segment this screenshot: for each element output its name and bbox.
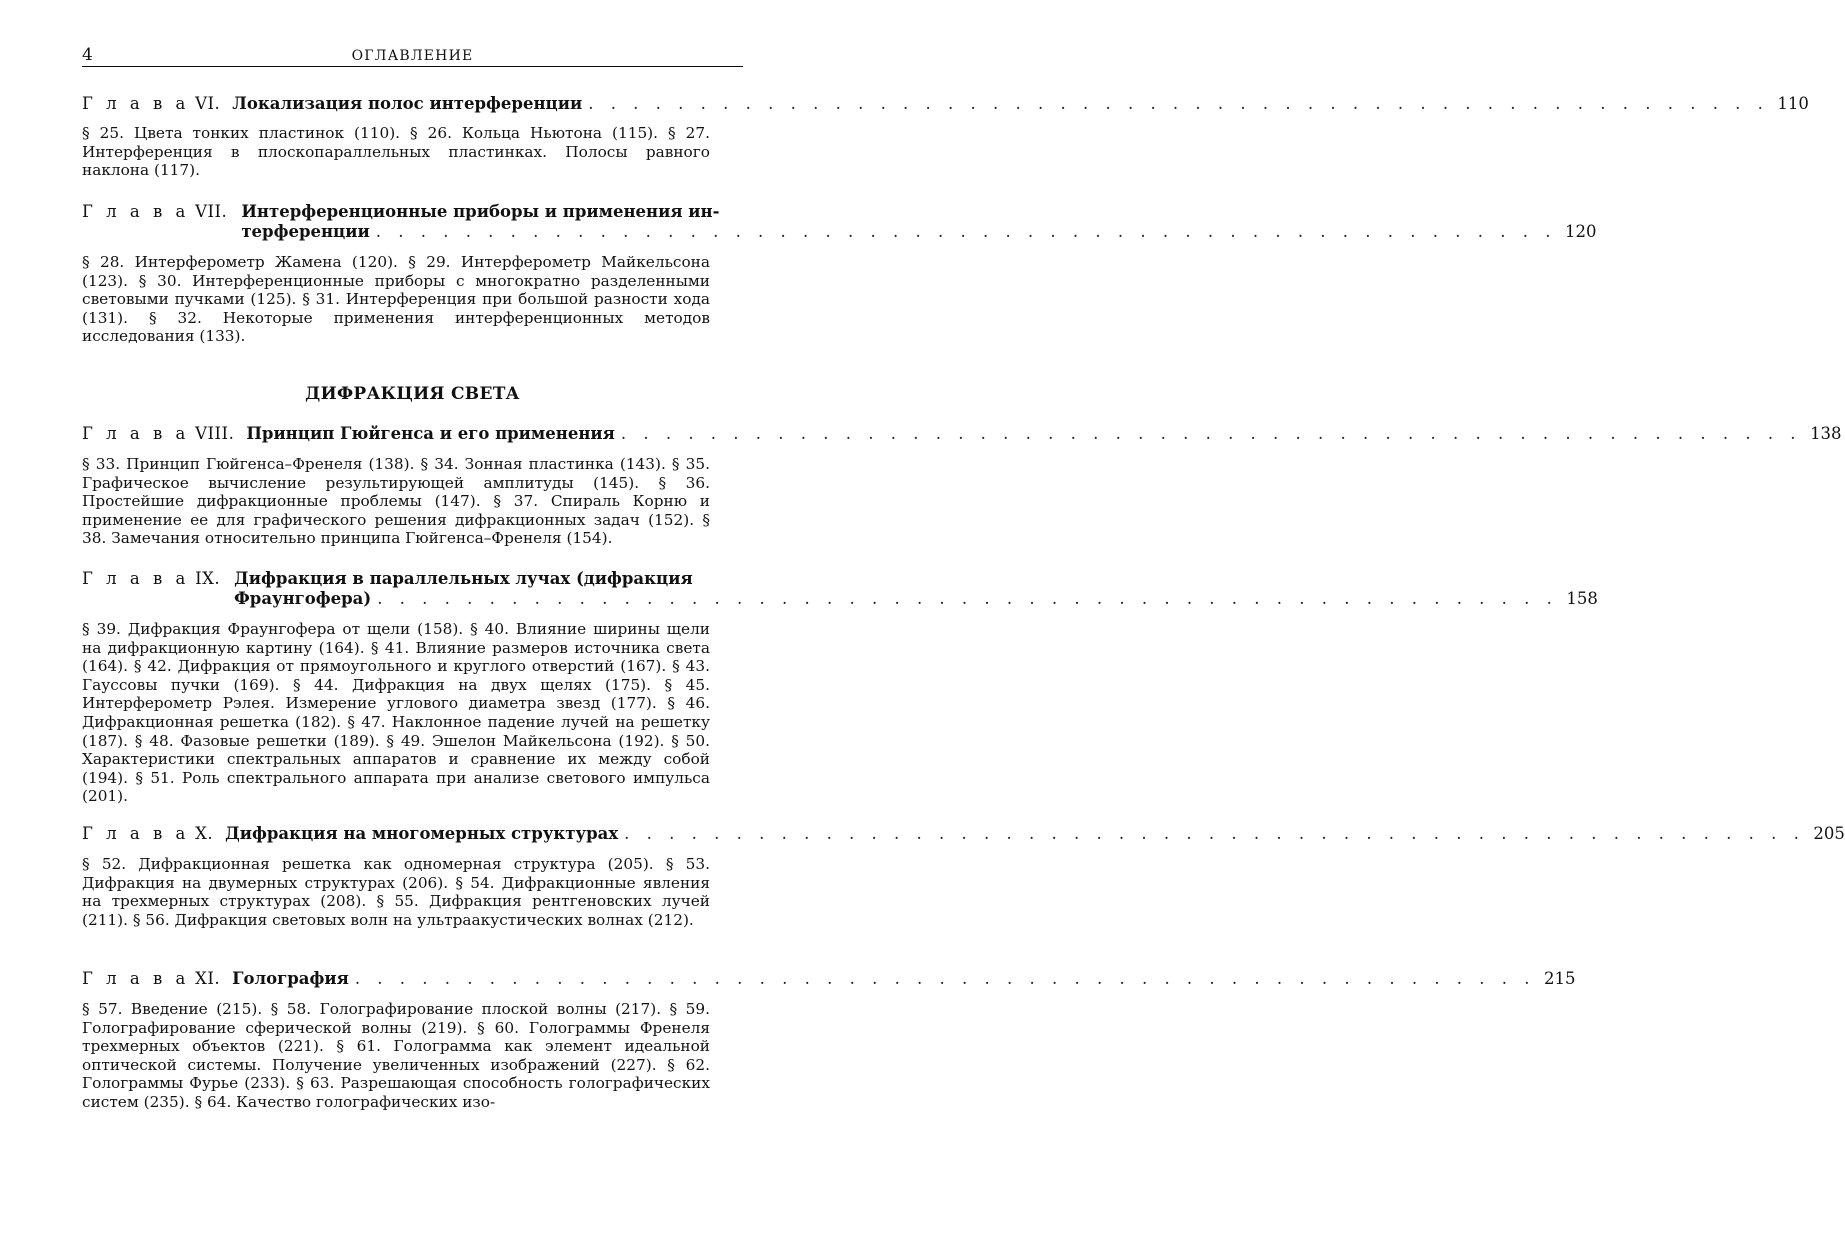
chapter-label: Г л а в а IX.	[82, 569, 221, 588]
chapter-title-line-1[interactable]: Интерференционные приборы и применения ин-	[241, 202, 720, 221]
chapter-8	[82, 424, 1842, 444]
chapter-heading	[82, 569, 1598, 609]
chapter-7-sections: § 28. Интерферометр Жамена (120). § 29. Интерферометр Майкельсона (123). § 30. Интерференционные приборы с многократно разделенными световыми пучками (125). § 31. Интерференция при большой разности хода (131). § 32. Некоторые применения интерференционных методов исследования (133).	[82, 253, 710, 346]
chapter-title[interactable]: Локализация полос интерференции	[232, 94, 583, 113]
chapter-page[interactable]: 120	[1564, 222, 1597, 241]
toc-page	[82, 42, 1845, 1111]
chapter-heading	[82, 94, 1809, 114]
chapter-title[interactable]: Дифракция на многомерных структурах	[225, 824, 619, 843]
chapter-8-sections: § 33. Принцип Гюйгенса–Френеля (138). § 34. Зонная пластинка (143). § 35. Графическое вычисление результирующей амплитуды (145). § 36. Простейшие дифракционные проблемы (147). § 37. Спираль Корню и применение ее для графического решения дифракционных задач (152). § 38. Замечания относительно принципа Гюйгенса–Френеля (154).	[82, 455, 710, 548]
chapter-label: Г л а в а VI.	[82, 94, 221, 113]
chapter-heading	[82, 969, 1576, 989]
chapter-label: Г л а в а X.	[82, 824, 214, 843]
running-title: ОГЛАВЛЕНИЕ	[351, 48, 474, 64]
chapter-title[interactable]: Голография	[232, 969, 349, 988]
chapter-heading	[82, 424, 1842, 444]
running-head	[82, 42, 743, 67]
chapter-page[interactable]: 110	[1777, 94, 1809, 113]
chapter-9	[82, 569, 1598, 609]
chapter-7	[82, 202, 1597, 242]
page-number: 4	[82, 45, 93, 65]
chapter-title[interactable]: Принцип Гюйгенса и его применения	[246, 424, 615, 443]
dot-leader: . . . . . . . . . . . . . . . . . . . . . . . . . . . . . . . . . . . . . . . . . . . . . . . . . . . . .	[375, 222, 1557, 241]
chapter-label: Г л а в а VIII.	[82, 424, 235, 443]
dot-leader: . . . . . . . . . . . . . . . . . . . . . . . . . . . . . . . . . . . . . . . . . . . . . . . . . . . . .	[377, 589, 1558, 608]
chapter-11-sections: § 57. Введение (215). § 58. Голографирование плоской волны (217). § 59. Голографирование сферической волны (219). § 60. Голограммы Френеля трехмерных объектов (221). § 61. Голограмма как элемент идеальной оптической системы. Получение увеличенных изображений (227). § 62. Голограммы Фурье (233). § 63. Разрешающая способность голографических систем (235). § 64. Качество голографических изо-	[82, 1000, 710, 1111]
chapter-heading	[82, 824, 1845, 844]
dot-leader: . . . . . . . . . . . . . . . . . . . . . . . . . . . . . . . . . . . . . . . . . . . . . . . . . . . . .	[588, 94, 1769, 113]
chapter-page[interactable]: 138	[1810, 424, 1842, 443]
chapter-9-sections: § 39. Дифракция Фраунгофера от щели (158). § 40. Влияние ширины щели на дифракционную картину (164). § 41. Влияние размеров источника света (164). § 42. Дифракция от прямоугольного и круглого отверстий (167). § 43. Гауссовы пучки (169). § 44. Дифракция на двух щелях (175). § 45. Интерферометр Рэлея. Измерение углового диаметра звезд (177). § 46. Дифракционная решетка (182). § 47. Наклонное падение лучей на решетку (187). § 48. Фазовые решетки (189). § 49. Эшелон Майкельсона (192). § 50. Характеристики спектральных аппаратов и сравнение их между собой (194). § 51. Роль спектрального аппарата при анализе светового импульса (201).	[82, 620, 710, 806]
chapter-page[interactable]: 215	[1544, 969, 1576, 988]
chapter-10	[82, 824, 1845, 844]
chapter-label: Г л а в а VII.	[82, 202, 228, 221]
chapter-11	[82, 969, 1576, 989]
chapter-page[interactable]: 158	[1566, 589, 1598, 608]
chapter-6-sections: § 25. Цвета тонких пластинок (110). § 26. Кольца Ньютона (115). § 27. Интерференция в плоскопараллельных пластинках. Полосы равного наклона (117).	[82, 124, 710, 180]
chapter-page[interactable]: 205	[1813, 824, 1845, 843]
chapter-title[interactable]: терференции	[241, 222, 370, 241]
dot-leader: . . . . . . . . . . . . . . . . . . . . . . . . . . . . . . . . . . . . . . . . . . . . . . . . . . . . .	[624, 824, 1805, 843]
chapter-title-line-1[interactable]: Дифракция в параллельных лучах (дифракция	[234, 569, 693, 588]
chapter-title[interactable]: Фраунгофера)	[234, 589, 372, 608]
chapter-10-sections: § 52. Дифракционная решетка как одномерная структура (205). § 53. Дифракция на двумерных структурах (206). § 54. Дифракционные явления на трехмерных структурах (208). § 55. Дифракция рентгеновских лучей (211). § 56. Дифракция световых волн на ультраакустических волнах (212).	[82, 855, 710, 929]
dot-leader: . . . . . . . . . . . . . . . . . . . . . . . . . . . . . . . . . . . . . . . . . . . . . . . . . . . . .	[354, 969, 1536, 988]
chapter-6	[82, 94, 1809, 114]
chapter-heading	[82, 202, 1597, 242]
section-heading: ДИФРАКЦИЯ СВЕТА	[305, 384, 520, 404]
chapter-label: Г л а в а XI.	[82, 969, 221, 988]
dot-leader: . . . . . . . . . . . . . . . . . . . . . . . . . . . . . . . . . . . . . . . . . . . . . . . . . . . . .	[620, 424, 1802, 443]
